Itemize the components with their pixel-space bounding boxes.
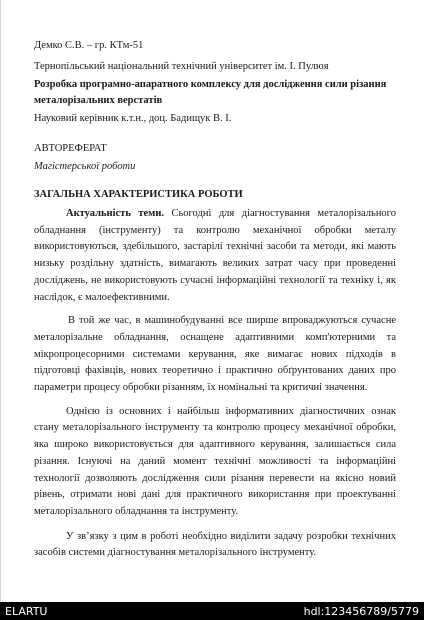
paragraph-3: Однією із основних і найбільш інформативних діагностичних ознак стану металорізального інструменту та контролю процесу механічної обробки, яка широко використовується для адаптивного керування, залишається сила різання. Існуючі на даний момент технічні можливості та інформаційні технології дозволяють дослідження сили різання перевести на якісно новий рівень, отримати нові дані для практичного використання при проектуванні металорізального обладнання та інструменту.	[34, 405, 396, 517]
title-line-2: металорізальних верстатів	[34, 95, 163, 106]
footer-handle: hdl:123456789/5779	[303, 604, 419, 618]
supervisor: Науковий керівник к.т.н., доц. Бадищук В. І.	[34, 113, 232, 124]
document-content	[34, 38, 396, 562]
doc-subtype: Магістерської роботи	[34, 161, 136, 172]
paragraph-4: У зв’язку з цим в роботі необхідно виділити задачу розробки технічних засобів системи діагностування металорізального інструменту.	[34, 530, 396, 559]
relevance-text: Сьогодні для діагностування металорізального обладнання (інструменту) та контролю механічної обробки металу використовуються, здебільшого, застарілі технічні засоби та методи, які мають низьку роздільну здатність, вимагають великих затрат часу при проведенні досліджень, не використовують сучасні інформаційні технології та техніку і, як наслідок, є малоефективними.	[34, 208, 396, 303]
footer-repository: ELARTU	[5, 604, 48, 618]
university-name: Тернопільський національний технічний університет ім. І. Пулюя	[34, 61, 329, 72]
title-line-1: Розробка програмно-апаратного комплексу для дослідження сили різання	[34, 79, 387, 90]
relevance-lead: Актуальність теми.	[66, 208, 164, 219]
doc-type: АВТОРЕФЕРАТ	[34, 143, 107, 154]
footer-bar	[0, 602, 424, 620]
section-heading: ЗАГАЛЬНА ХАРАКТЕРИСТИКА РОБОТИ	[34, 189, 243, 200]
author-line: Демко С.В. – гр. КТм-51	[34, 40, 144, 51]
paragraph-2: В той же час, в машинобудуванні все ширше впроваджуються сучасне металорізальне обладнання, оснащене адаптивними комп'ютерними та мікропроцесорними системами керування, яке вимагає нових підходів в підготовці фахівців, нових теоретично і практично обґрунтованих даних про параметри процесу обробки різанням, їх номінальні та критичні значення.	[34, 315, 396, 394]
paragraph-relevance	[34, 206, 396, 306]
